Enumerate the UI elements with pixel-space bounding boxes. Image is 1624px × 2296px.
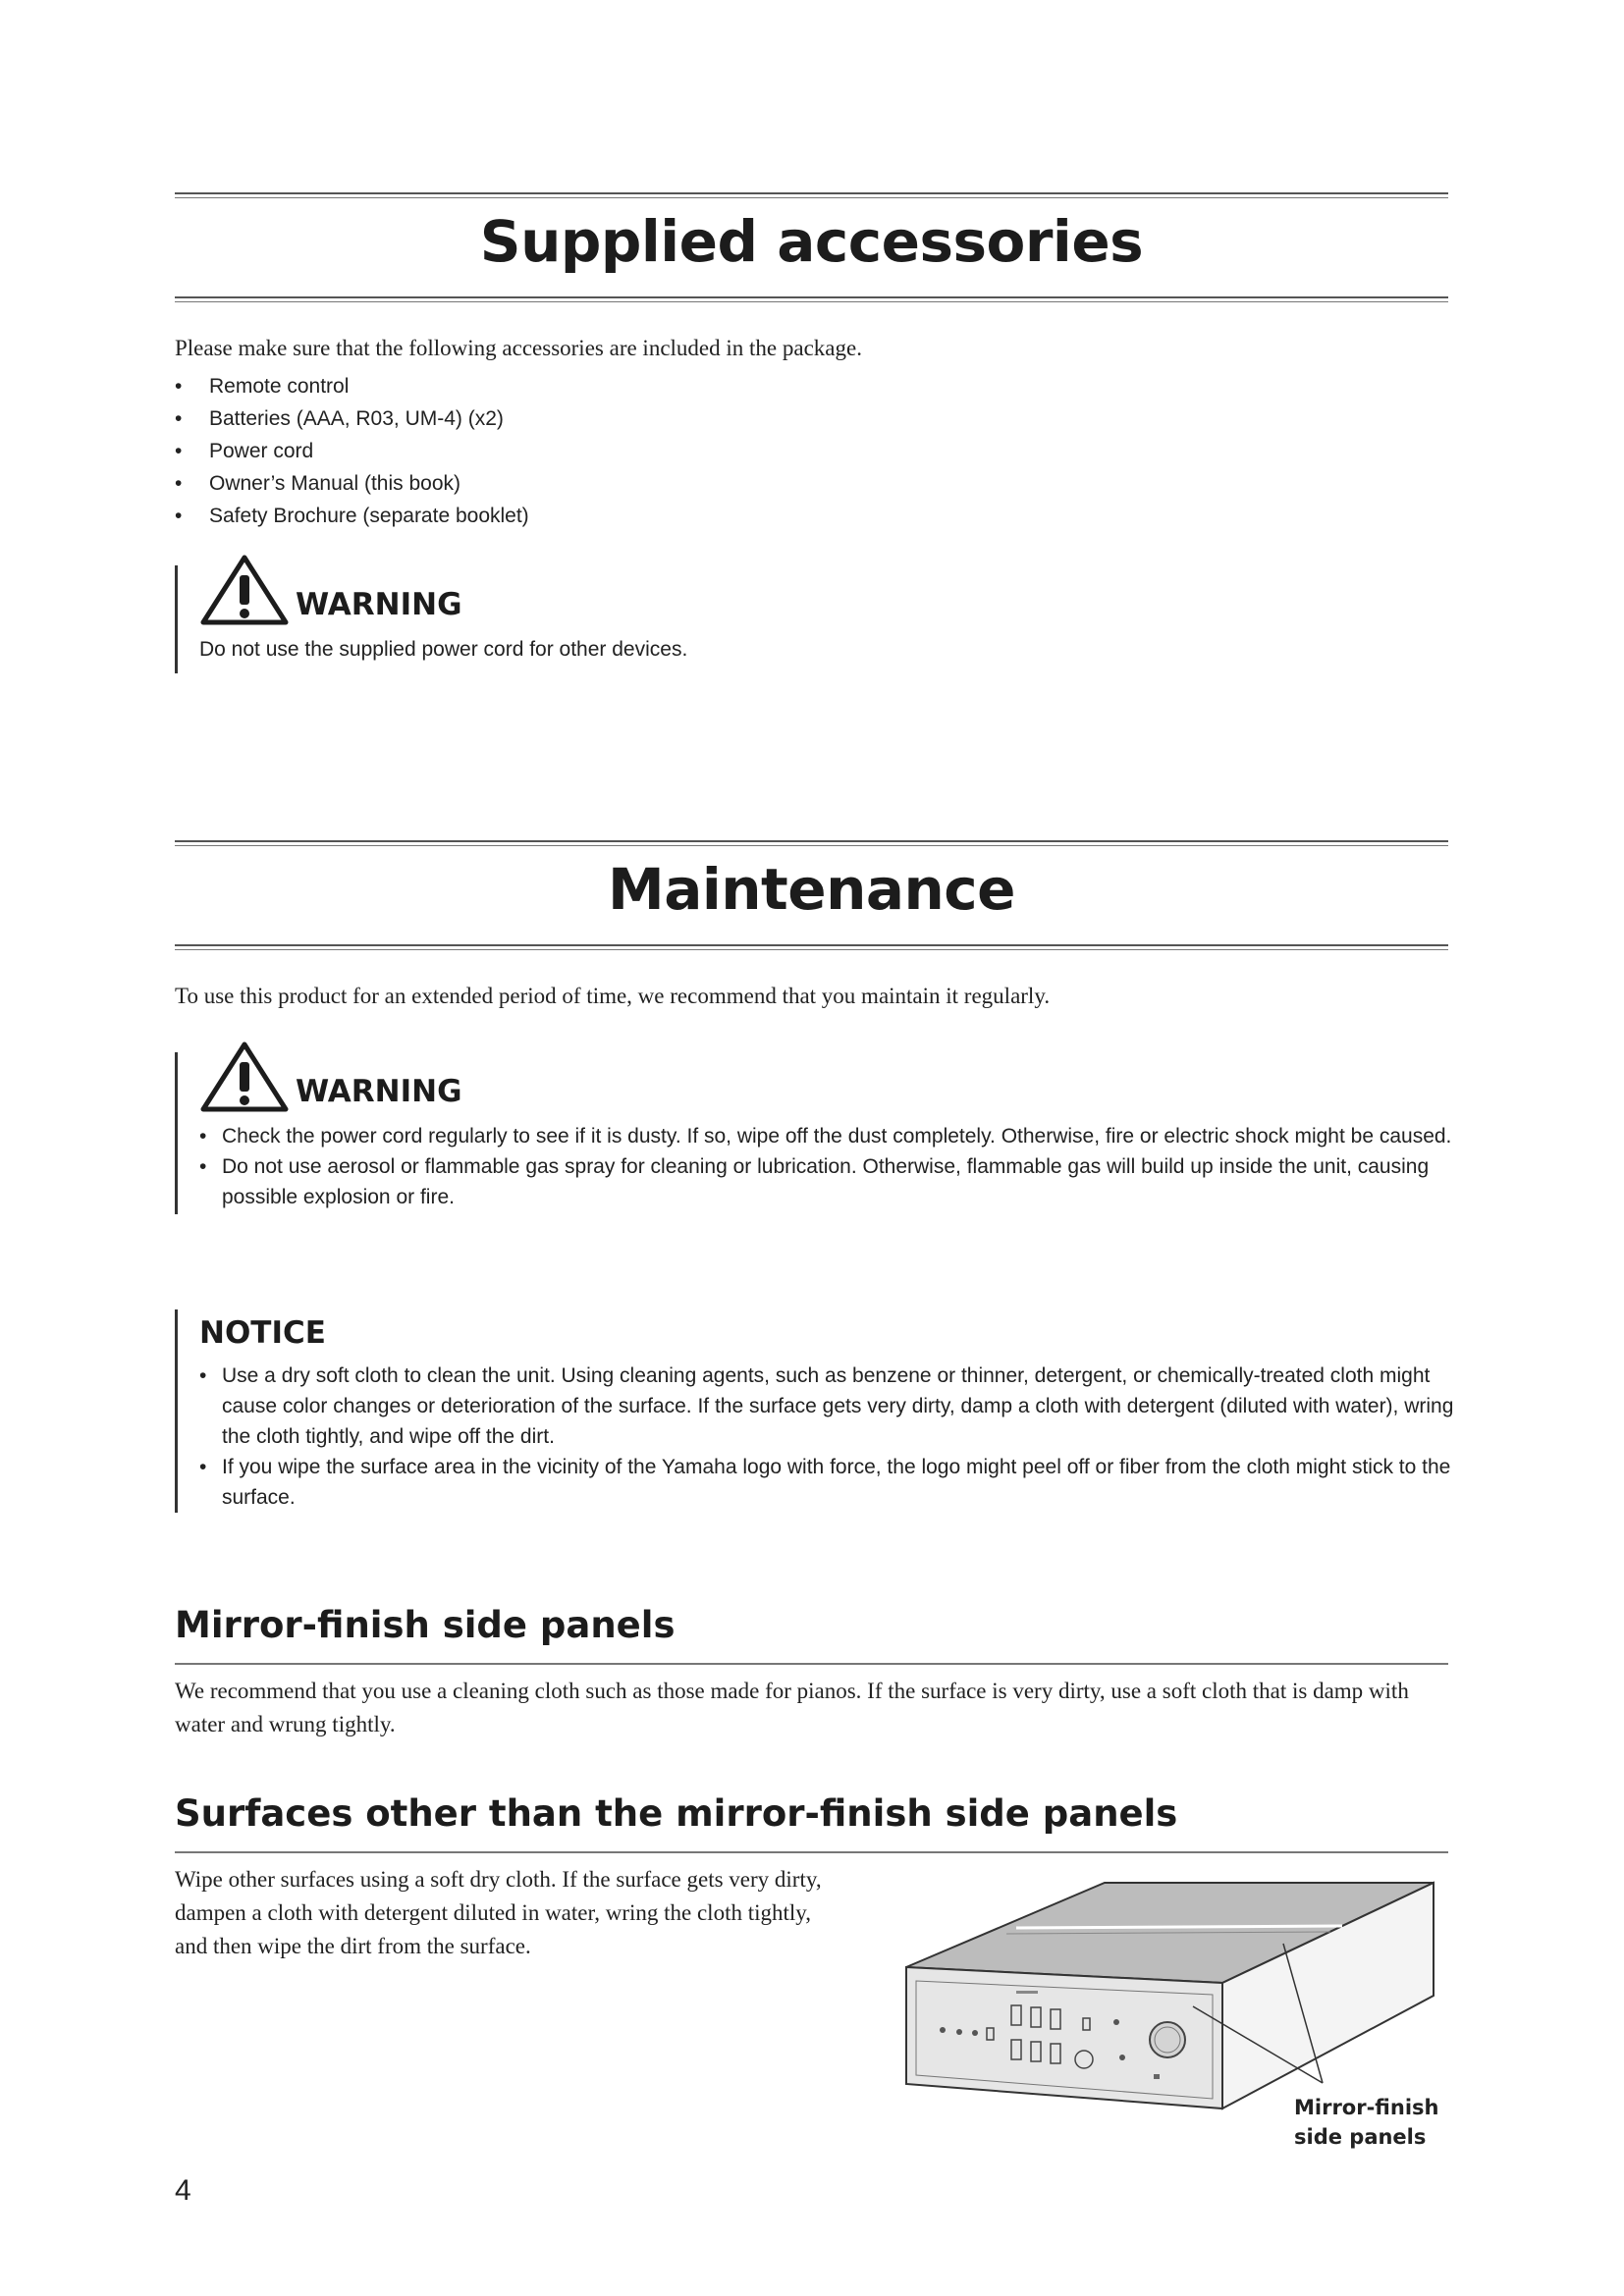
warning-callout-supplied: [175, 565, 687, 673]
other-surfaces-text: Wipe other surfaces using a soft dry cloth. If the surface gets very dirty, dampen a cloth with detergent diluted in water, wring the cloth tightly, and then wipe the dirt from the surface.: [175, 1867, 822, 1958]
list-item: • Owner’s Manual (this book): [175, 467, 529, 500]
notice-title: NOTICE: [199, 1315, 326, 1351]
list-item: • Batteries (AAA, R03, UM-4) (x2): [175, 402, 529, 435]
warning-title: WARNING: [296, 1074, 462, 1109]
maintenance-intro: To use this product for an extended period of time, we recommend that you maintain it regularly.: [175, 984, 1051, 1008]
subheading-rule: [175, 1851, 1448, 1853]
subheading-other-surfaces: Surfaces other than the mirror-finish side panels: [175, 1792, 1178, 1835]
list-item: • If you wipe the surface area in the vicinity of the Yamaha logo with force, the logo might peel off or fiber from the cloth might stick to the surface.: [199, 1452, 1471, 1513]
title-rule-top: [175, 192, 1448, 198]
warning-list: [199, 1121, 1471, 1214]
warning-callout-maintenance: [175, 1052, 1471, 1214]
figure-label-line: side panels: [1294, 2125, 1427, 2149]
warning-triangle-icon: [199, 554, 290, 626]
list-item: • Use a dry soft cloth to clean the unit. Using cleaning agents, such as benzene or thinner, detergent, or chemically-treated cloth might cause color changes or deterioration of the surface. If the surface gets very dirty, damp a cloth with detergent (diluted with water), wring the cloth tightly, and wipe off the dirt.: [199, 1361, 1471, 1452]
figure-label-line: Mirror-finish: [1294, 2096, 1439, 2119]
notice-list: [199, 1361, 1471, 1513]
section-title-supplied-accessories: Supplied accessories: [479, 208, 1144, 275]
warning-header: [199, 565, 687, 626]
list-item: • Check the power cord regularly to see if it is dusty. If so, wipe off the dust completely. Otherwise, fire or electric shock might be caused.: [199, 1121, 1471, 1151]
title-rule-top: [175, 840, 1448, 846]
accessory-list: [175, 370, 529, 532]
list-item: • Power cord: [175, 435, 529, 467]
title-rule-bottom: [175, 944, 1448, 950]
title-rule-bottom: [175, 296, 1448, 302]
list-item: • Safety Brochure (separate booklet): [175, 500, 529, 532]
warning-triangle-icon: [199, 1041, 290, 1113]
mirror-finish-text: We recommend that you use a cleaning cloth such as those made for pianos. If the surface is very dirty, use a soft cloth that is damp with water and wrung tightly.: [175, 1679, 1409, 1736]
warning-title: WARNING: [296, 587, 462, 622]
subheading-mirror-finish: Mirror-finish side panels: [175, 1604, 676, 1646]
warning-header: [199, 1052, 1471, 1113]
figure-callout-label: [1294, 2093, 1438, 2152]
section-title-maintenance: Maintenance: [607, 856, 1016, 923]
page-number: 4: [175, 2174, 191, 2207]
notice-callout: [175, 1309, 1471, 1513]
warning-text: Do not use the supplied power cord for other devices.: [199, 638, 688, 661]
list-item: • Remote control: [175, 370, 529, 402]
subheading-rule: [175, 1663, 1448, 1665]
list-item: • Do not use aerosol or flammable gas spray for cleaning or lubrication. Otherwise, flammable gas will build up inside the unit, causing possible explosion or fire.: [199, 1151, 1471, 1212]
supplied-intro: Please make sure that the following accessories are included in the package.: [175, 336, 862, 360]
